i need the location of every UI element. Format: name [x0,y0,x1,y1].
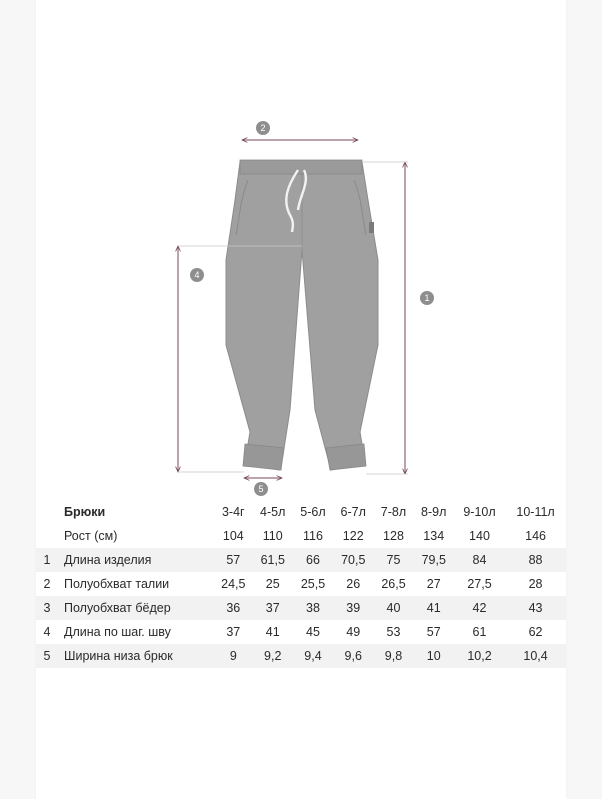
size-header: 7-8л [380,505,407,519]
callout-badge-2 [256,121,270,135]
table-cell: 10 [414,644,454,668]
table-cell: 75 [373,548,413,572]
table-cell: 66 [293,548,333,572]
table-cell: 61 [472,625,487,639]
table-cell: 122 [342,529,364,543]
table-cell: 24,5 [221,577,246,591]
callout-number: 4 [194,270,200,280]
table-cell: 134 [423,529,445,543]
size-header-row [36,500,566,524]
row-label: Длина изделия [58,548,214,572]
table-row [36,548,566,572]
table-cell: 49 [346,625,361,639]
table-cell: 28 [528,577,543,591]
table-cell: 62 [528,625,543,639]
row-number: 5 [36,644,58,668]
row-label: Длина по шаг. шву [64,625,171,639]
pants-shape [226,160,378,470]
brand-tag [369,222,374,233]
table-cell: 37 [253,596,293,620]
row-number: 4 [43,625,51,639]
callout-badge-4 [190,268,204,282]
table-cell: 79,5 [414,548,454,572]
table-cell: 10,4 [505,644,566,668]
left-cuff [243,444,284,470]
size-header: 10-11л [516,505,555,519]
table-cell: 57 [214,548,253,572]
table-row [36,644,566,668]
table-cell: 110 [262,529,283,543]
table-cell: 116 [303,529,323,543]
table-cell: 84 [454,548,505,572]
waistband [240,160,362,174]
row-number: 1 [36,548,58,572]
table-cell: 146 [525,529,546,543]
table-cell: 42 [454,596,505,620]
size-header: 6-7л [340,505,366,519]
table-title: Брюки [64,505,106,519]
table-cell: 53 [386,625,401,639]
table-cell: 41 [414,596,454,620]
table-cell: 36 [214,596,253,620]
table-cell: 57 [426,625,441,639]
size-header: 9-10л [463,505,496,519]
table-cell: 25,5 [300,577,326,591]
callout-number: 2 [260,123,266,133]
row-number: 3 [36,596,58,620]
table-cell: 38 [293,596,333,620]
right-cuff [326,444,366,470]
table-cell: 70,5 [333,548,373,572]
table-cell: 9,2 [253,644,293,668]
table-cell: 9,6 [333,644,373,668]
size-header: 3-4г [221,505,245,519]
table-row [36,572,566,596]
callout-number: 1 [424,293,430,303]
table-cell: 128 [383,529,404,543]
table-cell: 104 [222,529,244,543]
table-row [36,596,566,620]
callout-number: 5 [258,484,264,494]
row-label: Полуобхват талии [64,577,170,591]
callout-badge-5 [254,482,268,496]
table-cell: 41 [265,625,280,639]
table-cell: 61,5 [253,548,293,572]
size-header: 4-5л [260,505,286,519]
table-cell: 27 [426,577,441,591]
table-cell: 39 [333,596,373,620]
table-cell: 9 [214,644,253,668]
table-cell: 43 [505,596,566,620]
table-cell: 9,4 [293,644,333,668]
size-header: 5-6л [300,505,326,519]
table-cell: 45 [306,625,320,639]
row-label: Рост (см) [64,529,118,543]
size-header: 8-9л [421,505,447,519]
row-number [36,524,58,548]
table-cell: 37 [226,625,241,639]
table-cell: 140 [469,529,490,543]
height-row [36,524,566,548]
table-cell: 26 [346,577,361,591]
table-cell: 25 [265,577,280,591]
table-cell: 9,8 [373,644,413,668]
row-number: 2 [43,577,51,591]
table-cell: 88 [505,548,566,572]
table-cell: 26,5 [381,577,406,591]
table-cell: 40 [373,596,413,620]
callout-badge-1 [420,291,434,305]
size-table [36,500,566,668]
table-cell: 10,2 [454,644,505,668]
row-label: Полуобхват бёдер [58,596,214,620]
table-row [36,620,566,644]
row-label: Ширина низа брюк [58,644,214,668]
row-number [36,500,58,524]
table-cell: 27,5 [467,577,492,591]
